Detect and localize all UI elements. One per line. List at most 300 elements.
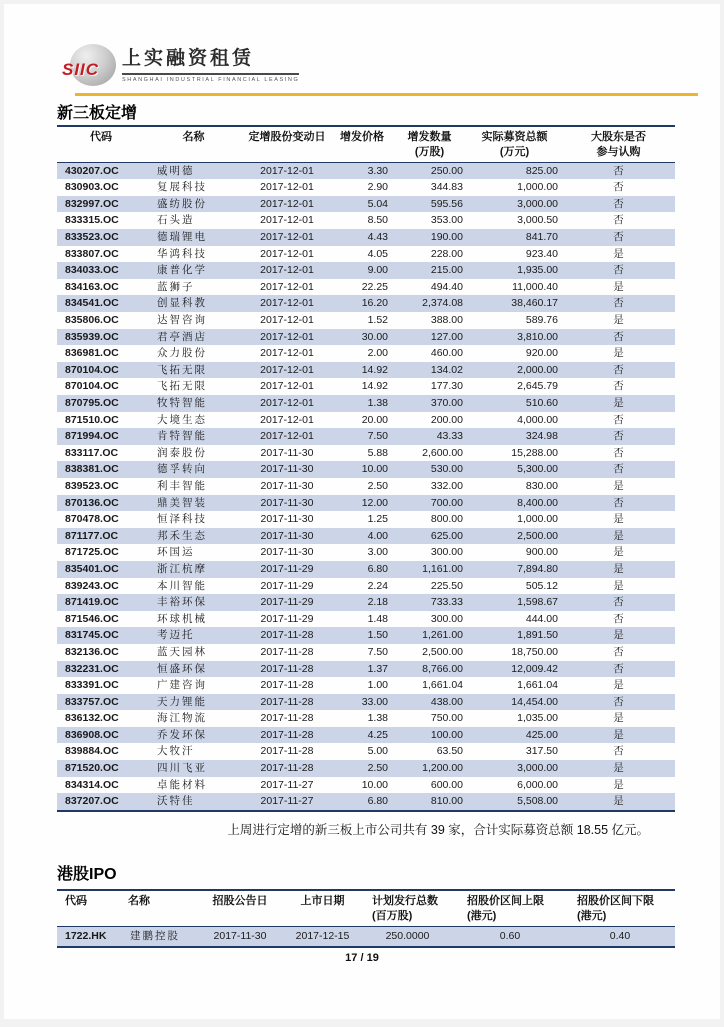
table-row <box>57 461 675 478</box>
table-cell: 2017-11-28 <box>260 762 314 775</box>
table-cell: 四川飞亚 <box>157 762 207 775</box>
table-cell: 12,009.42 <box>511 662 558 675</box>
table-cell: 康普化学 <box>157 264 207 277</box>
hk-ipo-table-header <box>57 890 675 926</box>
table-cell: 317.50 <box>525 745 558 758</box>
table-cell: 1,200.00 <box>422 762 463 775</box>
table-cell: 127.00 <box>430 330 463 343</box>
table-cell: 920.00 <box>525 347 558 360</box>
table-cell: 2017-12-01 <box>260 247 314 260</box>
table-cell: 5,300.00 <box>517 463 558 476</box>
table-cell: 2017-11-30 <box>260 479 314 492</box>
table-cell: 否 <box>613 430 624 443</box>
table-cell: 否 <box>613 231 624 244</box>
table-row <box>57 378 675 395</box>
table-cell: 2017-11-30 <box>260 463 314 476</box>
table-cell: 6,000.00 <box>517 778 558 791</box>
table-cell: 1.52 <box>367 314 388 327</box>
table-cell: 2,500.00 <box>517 529 558 542</box>
table-cell: 839884.OC <box>65 745 119 758</box>
table-cell: 蓝狮子 <box>157 280 195 293</box>
table-cell: 利丰智能 <box>157 479 207 492</box>
table-row <box>57 196 675 213</box>
table-cell: 1.38 <box>367 397 388 409</box>
table-cell: 8,766.00 <box>422 662 463 675</box>
table-cell: 2017-11-30 <box>260 546 314 559</box>
table-cell: 2017-11-28 <box>260 645 314 658</box>
table-cell: 830.00 <box>525 479 558 492</box>
table-cell: 邦禾生态 <box>157 529 207 542</box>
table-cell: 871510.OC <box>65 413 119 426</box>
gold-divider-rule <box>75 93 698 96</box>
column-header-price-lower: 招股价区间下限 (港元) <box>565 890 675 926</box>
column-header-raised-amount: 实际募资总额 (万元) <box>467 126 562 162</box>
table-cell: 834541.OC <box>65 297 119 310</box>
table-cell: 839523.OC <box>65 479 119 492</box>
table-row <box>57 395 675 412</box>
table-cell: 300.00 <box>430 546 463 559</box>
table-row <box>57 627 675 644</box>
table-row <box>57 644 675 661</box>
table-cell: 1,000.00 <box>517 513 558 526</box>
table-cell: 是 <box>562 793 675 811</box>
table-cell: 4,000.00 <box>517 413 558 426</box>
table-cell: 14.92 <box>361 380 388 393</box>
table-cell: 1.38 <box>367 712 388 725</box>
table-cell: 是 <box>613 280 624 293</box>
table-cell: 是 <box>613 712 624 725</box>
table-cell: 君亭酒店 <box>157 330 207 343</box>
table-cell: 832231.OC <box>65 662 119 675</box>
table-cell: 是 <box>613 728 624 741</box>
table-cell: 18,750.00 <box>511 645 558 658</box>
table-cell: 14,454.00 <box>511 695 558 708</box>
table-cell: 是 <box>613 479 624 492</box>
table-row <box>57 677 675 694</box>
company-name-cn: 上实融资租赁 <box>122 48 299 75</box>
report-page <box>4 4 720 1019</box>
table-cell: 16.20 <box>361 297 388 310</box>
column-header-code: 代码 <box>57 126 145 162</box>
table-cell: 2017-12-01 <box>260 164 314 177</box>
table-cell: 天力锂能 <box>157 695 207 708</box>
table-cell: 是 <box>613 314 624 327</box>
table-cell: 3,000.00 <box>517 762 558 775</box>
table-cell: 2017-11-28 <box>260 629 314 642</box>
table-cell: 是 <box>613 529 624 542</box>
table-cell: 乔发环保 <box>157 728 207 741</box>
table-cell: 834033.OC <box>65 264 119 277</box>
table-cell: 370.00 <box>430 397 463 409</box>
table-cell: 344.83 <box>430 181 463 194</box>
table-cell: 1.00 <box>367 679 388 692</box>
table-cell: 2.90 <box>367 181 388 194</box>
table-cell: 7,894.80 <box>517 562 558 575</box>
table-cell: 870478.OC <box>65 513 119 526</box>
table-cell: 460.00 <box>430 347 463 360</box>
siic-logo-text: SIIC <box>62 60 100 79</box>
neeq-table-body <box>57 162 675 811</box>
table-cell: 15,288.00 <box>511 446 558 459</box>
table-cell: 3.30 <box>367 164 388 177</box>
table-cell: 2017-12-01 <box>260 214 314 227</box>
table-row <box>57 793 675 811</box>
table-cell: 871419.OC <box>65 596 119 609</box>
table-cell: 是 <box>613 679 624 692</box>
table-row <box>57 445 675 462</box>
column-header-name: 名称 <box>120 890 195 926</box>
table-row <box>57 229 675 246</box>
table-cell: 是 <box>613 347 624 360</box>
table-cell: 2017-12-01 <box>260 264 314 277</box>
table-row <box>57 495 675 512</box>
table-cell: 1722.HK <box>57 926 120 947</box>
table-cell: 870104.OC <box>65 380 119 393</box>
table-cell: 环国运 <box>157 546 195 559</box>
table-cell: 830903.OC <box>65 181 119 194</box>
table-cell: 1,161.00 <box>422 562 463 575</box>
table-cell: 2017-12-01 <box>260 363 314 376</box>
company-logo <box>62 44 300 86</box>
table-cell: 2017-11-29 <box>260 562 314 575</box>
table-row <box>57 544 675 561</box>
table-cell: 589.76 <box>525 314 558 327</box>
table-cell: 2017-11-28 <box>260 728 314 741</box>
table-cell: 38,460.17 <box>511 297 558 310</box>
table-cell: 大牧汗 <box>157 745 195 758</box>
table-cell: 否 <box>613 446 624 459</box>
table-cell: 否 <box>613 662 624 675</box>
table-cell: 870104.OC <box>65 363 119 376</box>
table-cell: 600.00 <box>430 778 463 791</box>
table-cell: 10.00 <box>361 778 388 791</box>
table-cell: 海江物流 <box>157 712 207 725</box>
table-cell: 是 <box>613 546 624 559</box>
table-cell: 30.00 <box>361 330 388 343</box>
table-row <box>57 362 675 379</box>
column-header-major-holder: 大股东是否 参与认购 <box>562 126 675 162</box>
table-cell: 3.00 <box>367 546 388 559</box>
table-cell: 2017-12-01 <box>260 413 314 426</box>
hk-ipo-table <box>57 889 675 948</box>
table-cell: 22.25 <box>361 280 388 293</box>
table-row <box>57 262 675 279</box>
table-cell: 2017-12-01 <box>260 280 314 293</box>
table-cell: 332.00 <box>430 479 463 492</box>
table-cell: 2017-11-28 <box>260 712 314 725</box>
hk-ipo-table-wrap <box>57 889 675 948</box>
table-cell: 否 <box>613 164 624 177</box>
table-cell: 否 <box>613 214 624 227</box>
table-cell: 复展科技 <box>157 181 207 194</box>
table-cell: 494.40 <box>430 280 463 293</box>
table-cell: 是 <box>613 629 624 642</box>
table-row <box>57 926 675 947</box>
table-cell: 353.00 <box>430 214 463 227</box>
table-cell: 环球机械 <box>157 612 207 625</box>
table-cell: 3,810.00 <box>517 330 558 343</box>
table-cell: 否 <box>613 645 624 658</box>
column-header-prospectus-date: 招股公告日 <box>195 890 285 926</box>
table-row <box>57 345 675 362</box>
table-cell: 595.56 <box>430 197 463 210</box>
table-cell: 228.00 <box>430 247 463 260</box>
table-row <box>57 710 675 727</box>
table-cell: 832136.OC <box>65 645 119 658</box>
table-cell: 2.00 <box>367 347 388 360</box>
table-cell: 800.00 <box>430 513 463 526</box>
table-cell: 1,000.00 <box>517 181 558 194</box>
table-cell: 广建咨询 <box>157 679 207 692</box>
table-row <box>57 295 675 312</box>
table-cell: 43.33 <box>436 430 463 443</box>
column-header-name: 名称 <box>145 126 242 162</box>
table-cell: 恒泽科技 <box>157 513 207 526</box>
table-cell: 达智咨询 <box>157 314 207 327</box>
table-cell: 飞拓无限 <box>157 380 207 393</box>
table-cell: 190.00 <box>430 231 463 244</box>
table-cell: 11,000.40 <box>512 280 558 293</box>
table-cell: 否 <box>613 330 624 343</box>
table-cell: 2,374.08 <box>422 297 463 310</box>
table-cell: 836908.OC <box>65 728 119 741</box>
table-cell: 创显科教 <box>157 297 207 310</box>
neeq-summary-note: 上周进行定增的新三板上市公司共有 39 家，合计实际募资总额 18.55 亿元。 <box>227 823 649 837</box>
table-cell: 871520.OC <box>65 762 119 775</box>
table-row <box>57 561 675 578</box>
table-cell: 1.48 <box>367 612 388 625</box>
table-row <box>57 329 675 346</box>
logo-text-block <box>122 44 299 83</box>
table-cell: 1,035.00 <box>517 712 558 725</box>
table-row <box>57 694 675 711</box>
table-cell: 飞拓无限 <box>157 363 207 376</box>
table-cell: 1.37 <box>367 662 388 675</box>
table-cell: 2017-11-30 <box>260 496 314 509</box>
table-cell: 否 <box>613 380 624 393</box>
table-cell: 众力股份 <box>157 347 207 360</box>
table-row <box>57 478 675 495</box>
table-cell: 浙江杭摩 <box>157 562 207 575</box>
table-cell: 1.50 <box>367 629 388 642</box>
table-cell: 牧特智能 <box>157 397 207 409</box>
table-row <box>57 246 675 263</box>
table-cell: 大境生态 <box>157 413 207 426</box>
table-cell: 3,000.50 <box>517 214 558 227</box>
table-cell: 2017-11-30 <box>260 446 314 459</box>
table-cell: 430207.OC <box>65 164 119 177</box>
table-cell: 否 <box>613 745 624 758</box>
table-cell: 建鹏控股 <box>120 926 195 947</box>
table-cell: 威明德 <box>157 164 195 177</box>
table-cell: 2017-12-01 <box>260 197 314 210</box>
table-cell: 300.00 <box>430 612 463 625</box>
column-header-code: 代码 <box>57 890 120 926</box>
table-cell: 9.00 <box>367 264 388 277</box>
table-cell: 否 <box>613 413 624 426</box>
table-row <box>57 777 675 794</box>
table-cell: 2017-11-30 <box>260 513 314 526</box>
table-row <box>57 279 675 296</box>
table-row <box>57 212 675 229</box>
table-cell: 33.00 <box>361 695 388 708</box>
table-cell: 2017-12-01 <box>260 330 314 343</box>
table-cell: 否 <box>613 264 624 277</box>
table-cell: 700.00 <box>430 496 463 509</box>
table-cell: 1,598.67 <box>517 596 558 609</box>
column-header-listing-date: 上市日期 <box>285 890 360 926</box>
table-cell: 8.50 <box>367 214 388 227</box>
table-cell: 是 <box>613 397 624 409</box>
table-cell: 2017-11-29 <box>260 596 314 609</box>
table-cell: 2.18 <box>367 596 388 609</box>
table-cell: 华鸿科技 <box>157 247 207 260</box>
table-row <box>57 312 675 329</box>
table-cell: 832997.OC <box>65 197 119 210</box>
table-row <box>57 611 675 628</box>
hk-ipo-table-body <box>57 926 675 947</box>
table-cell: 2,600.00 <box>422 446 463 459</box>
table-cell: 0.40 <box>565 926 675 947</box>
table-cell: 蓝天园林 <box>157 645 207 658</box>
table-cell: 6.80 <box>332 793 392 811</box>
table-cell: 444.00 <box>525 612 558 625</box>
table-cell: 4.00 <box>367 529 388 542</box>
table-cell: 530.00 <box>430 463 463 476</box>
table-cell: 870795.OC <box>65 397 119 409</box>
column-header-planned-shares: 计划发行总数 (百万股) <box>360 890 455 926</box>
table-cell: 625.00 <box>430 529 463 542</box>
table-cell: 833391.OC <box>65 679 119 692</box>
table-cell: 否 <box>613 463 624 476</box>
table-cell: 871725.OC <box>65 546 119 559</box>
table-cell: 否 <box>613 695 624 708</box>
table-cell: 否 <box>613 596 624 609</box>
table-row <box>57 162 675 179</box>
table-cell: 215.00 <box>430 264 463 277</box>
table-cell: 1,661.04 <box>422 679 463 692</box>
table-cell: 6.80 <box>367 562 388 575</box>
table-cell: 841.70 <box>525 231 558 244</box>
table-row <box>57 511 675 528</box>
table-cell: 510.60 <box>525 397 558 409</box>
table-cell: 835806.OC <box>65 314 119 327</box>
table-cell: 20.00 <box>361 413 388 426</box>
table-cell: 沃特佳 <box>145 793 242 811</box>
table-cell: 5.88 <box>367 446 388 459</box>
table-cell: 是 <box>613 778 624 791</box>
table-cell: 871994.OC <box>65 430 119 443</box>
table-cell: 否 <box>613 496 624 509</box>
table-cell: 4.43 <box>367 231 388 244</box>
page-number: 17 / 19 <box>345 952 379 964</box>
table-cell: 838381.OC <box>65 463 119 476</box>
table-cell: 12.00 <box>361 496 388 509</box>
neeq-table-header <box>57 126 675 162</box>
table-row <box>57 727 675 744</box>
table-cell: 2.50 <box>367 479 388 492</box>
table-cell: 2017-12-01 <box>260 314 314 327</box>
neeq-placement-table <box>57 125 675 812</box>
table-cell: 2017-11-30 <box>260 529 314 542</box>
table-cell: 考迈托 <box>157 629 195 642</box>
table-cell: 1,935.00 <box>517 264 558 277</box>
table-cell: 1,261.00 <box>422 629 463 642</box>
table-cell: 5,508.00 <box>467 793 562 811</box>
table-cell: 0.60 <box>455 926 565 947</box>
company-name-en: SHANGHAI INDUSTRIAL FINANCIAL LEASING <box>122 76 300 83</box>
table-cell: 是 <box>613 247 624 260</box>
table-cell: 870136.OC <box>65 496 119 509</box>
table-cell: 2.50 <box>367 762 388 775</box>
table-cell: 3,000.00 <box>517 197 558 210</box>
column-header-change-date: 定增股份变动日 <box>242 126 332 162</box>
table-cell: 2017-12-01 <box>260 347 314 360</box>
siic-globe-icon <box>62 44 116 86</box>
table-cell: 石头造 <box>157 214 195 227</box>
table-cell: 177.30 <box>430 380 463 393</box>
table-cell: 2017-12-01 <box>260 231 314 244</box>
table-cell: 是 <box>613 579 624 592</box>
table-cell: 肯特智能 <box>157 430 207 443</box>
table-cell: 923.40 <box>525 247 558 260</box>
table-cell: 1.25 <box>367 513 388 526</box>
table-cell: 836981.OC <box>65 347 119 360</box>
table-cell: 7.50 <box>367 430 388 443</box>
table-cell: 1,891.50 <box>517 629 558 642</box>
table-cell: 14.92 <box>361 363 388 376</box>
table-cell: 润泰股份 <box>157 446 207 459</box>
table-cell: 833523.OC <box>65 231 119 244</box>
table-cell: 2017-12-15 <box>285 926 360 947</box>
section-title-neeq-placement: 新三板定增 <box>57 105 138 122</box>
table-cell: 825.00 <box>525 164 558 177</box>
table-cell: 2017-11-27 <box>260 778 314 791</box>
table-cell: 否 <box>613 197 624 210</box>
table-cell: 鼎美智装 <box>157 496 207 509</box>
table-cell: 835939.OC <box>65 330 119 343</box>
table-cell: 1,661.04 <box>517 679 558 692</box>
table-cell: 833757.OC <box>65 695 119 708</box>
column-header-issue-price: 增发价格 <box>332 126 392 162</box>
table-cell: 837207.OC <box>57 793 145 811</box>
table-cell: 2017-11-28 <box>260 745 314 758</box>
table-cell: 2017-11-28 <box>260 662 314 675</box>
table-cell: 4.05 <box>367 247 388 260</box>
table-cell: 否 <box>613 612 624 625</box>
table-row <box>57 412 675 429</box>
table-row <box>57 179 675 196</box>
table-cell: 2017-11-27 <box>242 793 332 811</box>
table-cell: 250.00 <box>430 164 463 177</box>
column-header-issue-quantity: 增发数量 (万股) <box>392 126 467 162</box>
table-cell: 德孚转向 <box>157 463 207 476</box>
table-cell: 733.33 <box>430 596 463 609</box>
section-title-hk-ipo: 港股IPO <box>57 866 117 883</box>
table-cell: 盛纺股份 <box>157 197 207 210</box>
table-cell: 871546.OC <box>65 612 119 625</box>
table-cell: 2017-12-01 <box>260 297 314 310</box>
table-cell: 2017-12-01 <box>260 397 314 409</box>
table-cell: 2017-11-28 <box>260 695 314 708</box>
table-cell: 438.00 <box>430 695 463 708</box>
table-cell: 否 <box>613 363 624 376</box>
table-cell: 250.0000 <box>360 926 455 947</box>
table-cell: 63.50 <box>436 745 463 758</box>
table-row <box>57 661 675 678</box>
table-cell: 425.00 <box>525 728 558 741</box>
table-cell: 2017-12-01 <box>260 430 314 443</box>
